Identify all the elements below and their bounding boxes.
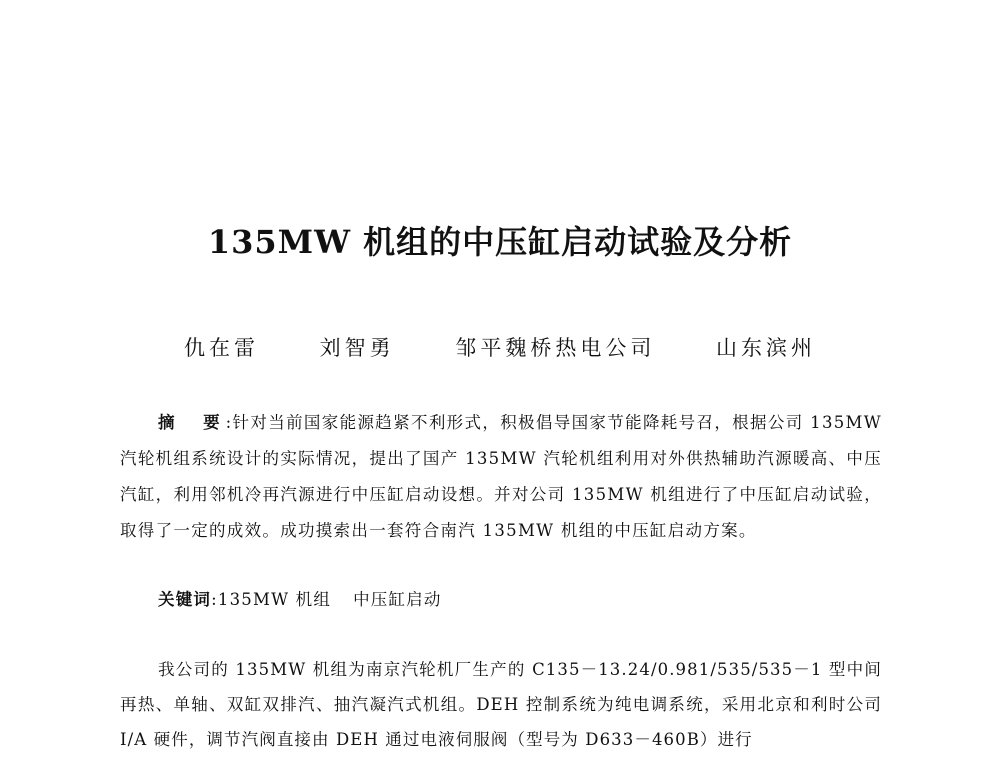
keywords-label: 关键词 [158,590,212,609]
paper-title: 135MW 机组的中压缸启动试验及分析 [207,223,793,261]
abstract-text: 针对当前国家能源趋紧不利形式，积极倡导国家节能降耗号召，根据公司 135MW 汽轮机组系统设计的实际情况，提出了国产 135MW 汽轮机组利用对外供热辅助汽源暖高、中压汽缸，利用邻机冷再汽源进行中压缸启动设想。并对公司 135MW 机组进行了中压缸启动试验，取得了一定的成效。成功摸索出一套符合南汽 135MW 机组的中压缸启动方案。 [120,413,882,540]
author-2: 刘智勇 [319,336,395,360]
author-line [0,333,1000,363]
keywords [158,585,878,615]
keyword-item: 135MW 机组 [217,590,332,609]
abstract [120,405,882,549]
body-paragraph [120,652,882,757]
abstract-label: 摘 要 [158,413,226,432]
keywords-separator: : [211,590,218,609]
keyword-item: 中压缸启动 [353,590,442,609]
paragraph-text: 我公司的 135MW 机组为南京汽轮机厂生产的 C135－13.24/0.981/535/535－1 型中间再热、单轴、双缸双排汽、抽汽凝汽式机组。DEH 控制系统为纯电调系统，采用北京和利时公司 I/A 硬件，调节汽阀直接由 DEH 通过电液伺服阀（型号为 D633－460B）进行 [120,660,882,749]
affiliation-location: 山东滨州 [716,336,817,360]
author-1: 仇在雷 [183,336,259,360]
affiliation-company: 邹平魏桥热电公司 [455,336,656,360]
abstract-separator: : [225,413,233,432]
